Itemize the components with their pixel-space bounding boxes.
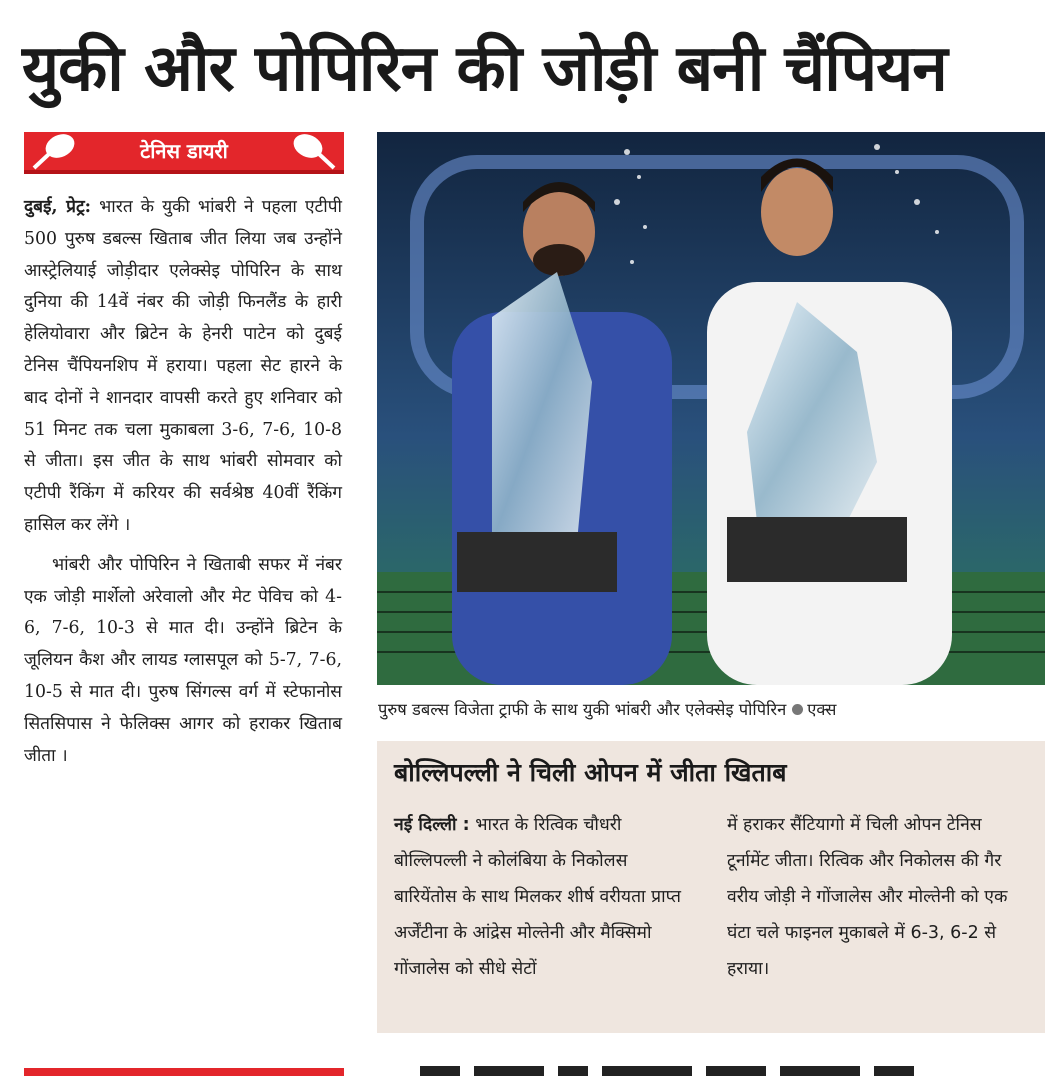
next-headline-cropped: [420, 1058, 1020, 1076]
photo-credit: एक्स: [807, 700, 837, 719]
main-story-paragraph: [24, 192, 342, 542]
dateline: नई दिल्ली :: [394, 815, 470, 835]
photo-illustration: [377, 132, 1045, 685]
tennis-racket-icon: [288, 132, 340, 172]
next-section-bar: [24, 1068, 344, 1076]
sidebar-story-title: बोल्लिपल्ली ने चिली ओपन में जीता खिताब: [394, 758, 787, 787]
main-story-paragraph: भांबरी और पोपिरिन ने खिताबी सफर में नंबर एक जोड़ी मार्शेलो अरेवालो और मेट पेविच को 4-6, 7-6, 10-3 से मात दी। उन्होंने ब्रिटेन के जूलियन कैश और लायड ग्लासपूल को 5-7, 7-6, 10-5 से मात दी। पुरुष सिंगल्स वर्ग में स्टेफानोस सितसिपास ने फेलिक्स आगर को हराकर खिताब जीता ।: [24, 554, 342, 766]
caption-text: पुरुष डबल्स विजेता ट्राफी के साथ युकी भांबरी और एलेक्सेइ पोपिरिन: [378, 700, 787, 719]
photo-caption: [378, 698, 1046, 722]
sidebar-story-column: [727, 807, 1017, 987]
dateline: दुबई, प्रेट्र:: [24, 197, 92, 217]
bullet-icon: [792, 704, 803, 715]
column-text: में हराकर सैंटियागो में चिली ओपन टेनिस टूर्नामेंट जीता। रित्विक और निकोलस की गैर वरीय जोड़ी ने गोंजालेस और मोल्तेनी को एक घंटा चले फाइनल मुकाबले में 6-3, 6-2 से हराया।: [727, 815, 1008, 979]
paragraph-text: भारत के युकी भांबरी ने पहला एटीपी 500 पुरुष डबल्स खिताब जीत लिया जब उन्होंने आस्ट्रेलियाई जोड़ीदार एलेक्सेइ पोपिरिन के साथ दुनिया की 14वें नंबर की जोड़ी फिनलैंड के हारी हेलियोवारा और ब्रिटेन के हेनरी पाटेन को दुबई टेनिस चैंपियनशिप में हराया। पहला सेट हारने के बाद दोनों ने शानदार वापसी करते हुए शनिवार को 51 मिनट तक चला मुकाबला 3-6, 7-6, 10-8 से जीता। इस जीत के साथ भांबरी सोमवार को एटीपी रैंकिंग में करियर की सर्वश्रेष्ठ 40वीं रैंकिंग हासिल कर लेंगे ।: [24, 197, 342, 535]
section-underline: [24, 170, 344, 174]
section-label: टेनिस डायरी: [140, 139, 228, 163]
column-text: भारत के रित्विक चौधरी बोल्लिपल्ली ने कोलंबिया के निकोलस बारियेंतोस के साथ मिलकर शीर्ष वरीयता प्राप्त अर्जेंटीना के आंद्रेस मोल्तेनी और मैक्सिमो गोंजालेस को सीधे सेटों: [394, 815, 682, 979]
headline: युकी और पोपिरिन की जोड़ी बनी चैंपियन: [22, 32, 947, 106]
section-label-bar: [24, 132, 344, 174]
sidebar-story-column: [394, 807, 684, 987]
sidebar-story-box: [377, 741, 1045, 1033]
main-story-body: [24, 192, 342, 772]
news-photo: [377, 132, 1045, 685]
